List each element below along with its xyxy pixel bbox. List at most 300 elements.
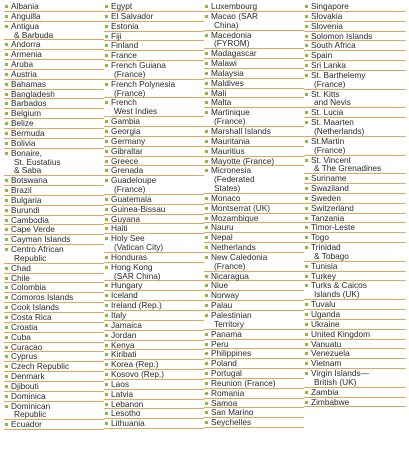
country-name: Belgium [11, 108, 41, 119]
bullet-icon [205, 275, 208, 278]
country-name-continuation: (France) [314, 78, 346, 89]
country-name: Aruba [11, 59, 34, 70]
bullet-icon [5, 423, 8, 426]
bullet-icon [105, 101, 108, 104]
bullet-icon [5, 5, 8, 8]
country-name: Guyana [111, 213, 141, 224]
bullet-icon [5, 43, 8, 46]
bullet-icon [205, 294, 208, 297]
bullet-icon [205, 169, 208, 172]
bullet-icon [205, 314, 208, 317]
bullet-icon [105, 412, 108, 415]
bullet-icon [5, 83, 8, 86]
country-list-item [4, 245, 104, 264]
bullet-icon [105, 198, 108, 201]
bullet-icon [205, 226, 208, 229]
bullet-icon [5, 355, 8, 358]
bullet-icon [205, 411, 208, 414]
bullet-icon [205, 150, 208, 153]
country-name: United Kingdom [311, 328, 371, 339]
country-name: Cook Islands [11, 302, 59, 313]
country-name: Turkey [311, 270, 337, 281]
country-column-3 [204, 2, 304, 428]
country-name-continuation: (France) [314, 144, 346, 155]
country-name: Chad [11, 262, 31, 273]
country-name: Marshall Islands [211, 125, 271, 136]
bullet-icon [205, 207, 208, 210]
bullet-icon [5, 209, 8, 212]
country-name: Denmark [11, 371, 45, 382]
bullet-icon [205, 92, 208, 95]
country-name: Dominican [11, 400, 51, 411]
country-column-4 [304, 2, 406, 407]
bullet-icon [305, 140, 308, 143]
country-list-item [204, 166, 304, 194]
country-name: Bolivia [11, 137, 36, 148]
country-list [4, 2, 408, 460]
country-name: Georgia [111, 125, 141, 136]
bullet-icon [205, 34, 208, 37]
bullet-icon [5, 365, 8, 368]
bullet-icon [305, 352, 308, 355]
country-name: Antigua [11, 20, 40, 31]
country-name: Mayotte (France) [211, 155, 275, 166]
bullet-icon [205, 392, 208, 395]
country-name: Cape Verde [11, 224, 55, 235]
bullet-icon [5, 385, 8, 388]
bullet-icon [305, 74, 308, 77]
country-name: Tuvalu [311, 299, 336, 310]
country-list-item [104, 234, 204, 253]
country-name: Jamaica [111, 319, 142, 330]
bullet-icon [205, 82, 208, 85]
country-name: Costa Rica [11, 312, 52, 322]
country-name: Malawi [211, 58, 237, 69]
country-name-continuation: (France) [114, 68, 146, 79]
country-name: St. Barthelemy [311, 69, 366, 80]
country-name: Palau [211, 300, 233, 311]
country-name: Zambia [311, 386, 339, 397]
bullet-icon [5, 395, 8, 398]
country-name: Kiribati [111, 349, 137, 360]
bullet-icon [305, 187, 308, 190]
country-name: Zimbabwe [311, 396, 350, 407]
country-name: Ireland (Rep.) [111, 300, 162, 311]
country-list-item [4, 149, 104, 177]
country-list-item [104, 80, 204, 99]
bullet-icon [305, 313, 308, 316]
bullet-icon [5, 219, 8, 222]
bullet-icon [5, 73, 8, 76]
country-list-item [304, 398, 406, 408]
country-name-continuation: (FYROM) [214, 38, 250, 49]
country-name: Hungary [111, 280, 143, 291]
bullet-icon [205, 62, 208, 65]
bullet-icon [105, 35, 108, 38]
bullet-icon [5, 189, 8, 192]
bullet-icon [5, 375, 8, 378]
country-name: Sweden [311, 192, 341, 203]
country-name: Botswana [11, 175, 48, 186]
bullet-icon [305, 25, 308, 28]
country-name: Mozambique [211, 212, 259, 223]
country-name: Latvia [111, 388, 134, 399]
country-name: Djibouti [11, 380, 39, 391]
bullet-icon [205, 333, 208, 336]
country-name: Malaysia [211, 67, 244, 78]
country-name: Macedonia [211, 29, 252, 40]
country-name-continuation: (SAR China) [114, 270, 161, 281]
bullet-icon [305, 35, 308, 38]
country-name: Vanuatu [311, 338, 342, 349]
country-name: Slovakia [311, 10, 343, 21]
bullet-icon [105, 227, 108, 230]
country-name: St. Vincent [311, 154, 351, 165]
bullet-icon [305, 343, 308, 346]
bullet-icon [105, 393, 108, 396]
bullet-icon [105, 25, 108, 28]
country-name: Brazil [11, 185, 32, 196]
country-name: Reunion (France) [211, 377, 276, 388]
bullet-icon [305, 197, 308, 200]
country-name: St.Martin [311, 135, 345, 146]
bullet-icon [305, 5, 308, 8]
bullet-icon [305, 54, 308, 57]
bullet-icon [205, 130, 208, 133]
country-name-continuation: (France) [114, 184, 146, 195]
country-name: Cyprus [11, 351, 38, 362]
country-name: Samoa [211, 397, 238, 408]
bullet-icon [105, 15, 108, 18]
bullet-icon [5, 132, 8, 135]
country-name: Bermuda [11, 127, 45, 138]
bullet-icon [5, 228, 8, 231]
country-name: Barbados [11, 98, 47, 109]
country-name: Centro African [11, 244, 64, 255]
bullet-icon [305, 333, 308, 336]
country-name: Italy [111, 310, 127, 320]
bullet-icon [105, 266, 108, 269]
country-name: Honduras [111, 251, 147, 262]
country-name-continuation: (France) [214, 116, 246, 127]
country-list-item [304, 90, 406, 109]
country-name: Trinidad [311, 242, 341, 253]
country-list-item [204, 108, 304, 127]
country-name: Holy See [111, 233, 145, 244]
country-name: Korea (Rep.) [111, 359, 159, 370]
bullet-icon [105, 83, 108, 86]
country-name: Niue [211, 280, 229, 291]
country-name: Malta [211, 97, 232, 108]
country-list-item [4, 22, 104, 41]
bullet-icon [105, 237, 108, 240]
country-name: Vietnam [311, 358, 342, 369]
country-name: Comoros Islands [11, 292, 74, 303]
country-list-item [204, 311, 304, 330]
bullet-icon [305, 44, 308, 47]
country-name: Curacao [11, 341, 43, 352]
country-list-item [304, 369, 406, 388]
bullet-icon [5, 25, 8, 28]
bullet-icon [205, 421, 208, 424]
country-name: Gambia [111, 116, 141, 127]
bullet-icon [5, 277, 8, 280]
country-name: Guatemala [111, 193, 152, 204]
country-name-continuation: (France) [114, 87, 146, 98]
country-name: South Africa [311, 40, 356, 51]
country-name: Fiji [111, 30, 122, 41]
bullet-icon [205, 236, 208, 239]
bullet-icon [305, 159, 308, 162]
country-name: Romania [211, 387, 245, 398]
country-name-continuation: & The Grenadines [314, 163, 382, 174]
country-list-item [304, 243, 406, 262]
country-name: French [111, 97, 137, 108]
bullet-icon [105, 363, 108, 366]
bullet-icon [105, 403, 108, 406]
country-name: Mauritania [211, 135, 250, 146]
bullet-icon [5, 15, 8, 18]
country-list-item [104, 419, 204, 429]
country-name: Greece [111, 155, 139, 166]
country-name: Kenya [111, 339, 135, 350]
country-name-continuation: (Netherlands) [314, 125, 365, 136]
bullet-icon [205, 5, 208, 8]
country-name: Ukraine [311, 318, 340, 329]
country-name: Spain [311, 50, 333, 61]
country-name: Croatia [11, 321, 38, 332]
bullet-icon [105, 334, 108, 337]
bullet-icon [5, 306, 8, 309]
bullet-icon [205, 256, 208, 259]
bullet-icon [5, 336, 8, 339]
bullet-icon [105, 54, 108, 57]
country-list-item [104, 263, 204, 282]
country-name-continuation: & Barbuda [14, 29, 54, 40]
bullet-icon [305, 207, 308, 210]
bullet-icon [305, 15, 308, 18]
country-name-continuation: Territory [214, 318, 244, 329]
bullet-icon [5, 248, 8, 251]
country-name-continuation: Republic [14, 409, 47, 420]
bullet-icon [305, 275, 308, 278]
country-name: Cuba [11, 331, 31, 342]
bullet-icon [105, 344, 108, 347]
country-name-continuation: States) [214, 183, 241, 194]
bullet-icon [205, 352, 208, 355]
country-name: Turks & Caicos [311, 280, 367, 291]
bullet-icon [305, 111, 308, 114]
country-name: Dominica [11, 390, 46, 401]
country-name: Slovenia [311, 20, 343, 31]
country-name: Albania [11, 1, 39, 11]
country-name: Czech Republic [11, 361, 70, 372]
bullet-icon [5, 179, 8, 182]
country-name: Guadeloupe [111, 175, 157, 186]
country-name: Macao (SAR [211, 10, 259, 21]
bullet-icon [105, 383, 108, 386]
bullet-icon [205, 362, 208, 365]
country-name: Cambodia [11, 214, 49, 225]
country-name: Micronesia [211, 165, 252, 176]
country-name: Finland [111, 40, 139, 51]
bullet-icon [5, 53, 8, 56]
bullet-icon [305, 177, 308, 180]
country-name: Norway [211, 290, 240, 301]
country-name: Lesotho [111, 408, 141, 419]
country-list-item [204, 31, 304, 50]
country-name-continuation: and Nevis [314, 97, 351, 108]
country-name: Switzerland [311, 202, 354, 213]
bullet-icon [305, 362, 308, 365]
country-name: Cayman Islands [11, 234, 71, 245]
country-list-item [104, 98, 204, 117]
country-name: Bahamas [11, 78, 47, 89]
bullet-icon [205, 52, 208, 55]
bullet-icon [105, 284, 108, 287]
country-name-continuation: St. Eustatius [14, 156, 61, 167]
country-name: Lithuania [111, 418, 145, 429]
bullet-icon [105, 130, 108, 133]
country-name: New Caledonia [211, 251, 268, 262]
bullet-icon [205, 217, 208, 220]
country-list-item [4, 420, 104, 430]
country-name: Tunisia [311, 260, 338, 271]
country-name-continuation: China) [214, 19, 239, 30]
country-name: Iceland [111, 290, 138, 301]
bullet-icon [305, 93, 308, 96]
bullet-icon [305, 284, 308, 287]
country-list-item [304, 156, 406, 175]
country-list-item [304, 137, 406, 156]
country-name: Mali [211, 87, 227, 98]
country-name: St. Lucia [311, 107, 344, 118]
country-name: Montserrat (UK) [211, 202, 271, 213]
country-name: Poland [211, 358, 237, 369]
bullet-icon [5, 296, 8, 299]
country-name: Hong Kong [111, 261, 153, 272]
country-name: Estonia [111, 20, 139, 31]
country-name: Solomon Islands [311, 30, 373, 41]
country-name: French Polynesia [111, 78, 176, 89]
country-name: Egypt [111, 1, 133, 11]
bullet-icon [5, 102, 8, 105]
country-name-continuation: British (UK) [314, 376, 357, 387]
bullet-icon [5, 267, 8, 270]
country-name: Palestinian [211, 310, 252, 320]
country-list-item [204, 418, 304, 428]
country-name: Armenia [11, 49, 42, 60]
bullet-icon [5, 152, 8, 155]
country-name: Lebanon [111, 398, 144, 409]
country-name: Burundi [11, 204, 40, 215]
bullet-icon [5, 316, 8, 319]
country-name: Guinea-Bissau [111, 203, 166, 214]
bullet-icon [305, 391, 308, 394]
country-name: Colombia [11, 282, 47, 293]
country-name: Austria [11, 68, 37, 79]
country-list-item [304, 118, 406, 137]
country-name-continuation: (France) [214, 260, 246, 271]
country-name: Monaco [211, 192, 241, 203]
bullet-icon [105, 140, 108, 143]
bullet-icon [5, 122, 8, 125]
bullet-icon [305, 64, 308, 67]
country-name: Portugal [211, 368, 242, 379]
bullet-icon [305, 226, 308, 229]
bullet-icon [205, 140, 208, 143]
bullet-icon [205, 111, 208, 114]
bullet-icon [105, 304, 108, 307]
country-name: St. Maarten [311, 117, 354, 128]
bullet-icon [105, 218, 108, 221]
bullet-icon [5, 286, 8, 289]
country-name: Andorra [11, 39, 41, 50]
bullet-icon [105, 314, 108, 317]
country-name: Netherlands [211, 242, 256, 253]
bullet-icon [305, 265, 308, 268]
country-name: Tanzania [311, 212, 345, 223]
country-name-continuation: (Vatican City) [114, 242, 164, 253]
bullet-icon [105, 169, 108, 172]
bullet-icon [105, 422, 108, 425]
country-name-continuation: (Federated [214, 174, 255, 185]
bullet-icon [305, 372, 308, 375]
bullet-icon [105, 208, 108, 211]
bullet-icon [305, 246, 308, 249]
bullet-icon [305, 323, 308, 326]
bullet-icon [205, 284, 208, 287]
country-name: Uganda [311, 309, 341, 319]
bullet-icon [205, 15, 208, 18]
country-column-1 [4, 2, 104, 430]
bullet-icon [5, 142, 8, 145]
country-name-continuation: & Saba [14, 165, 42, 176]
country-name: Togo [311, 232, 329, 243]
country-name: Philippines [211, 348, 252, 359]
country-name: Timor-Leste [311, 222, 355, 233]
country-name: Haiti [111, 223, 128, 234]
bullet-icon [305, 401, 308, 404]
bullet-icon [105, 294, 108, 297]
country-name: Bonaire, [11, 147, 42, 158]
country-name-continuation: Republic [14, 252, 47, 263]
bullet-icon [205, 160, 208, 163]
country-name: Kosovo (Rep.) [111, 369, 165, 380]
bullet-icon [5, 112, 8, 115]
country-name: San Marino [211, 407, 254, 418]
bullet-icon [205, 343, 208, 346]
country-name: Madagascar [211, 48, 257, 59]
country-name: Ecuador [11, 419, 42, 430]
bullet-icon [105, 64, 108, 67]
country-name: Laos [111, 378, 129, 389]
country-name: Grenada [111, 165, 144, 176]
country-name: Suriname [311, 173, 347, 184]
bullet-icon [105, 160, 108, 163]
bullet-icon [5, 346, 8, 349]
country-list-item [204, 12, 304, 31]
country-name: Nauru [211, 222, 234, 233]
bullet-icon [5, 93, 8, 96]
country-name: Martinique [211, 107, 250, 118]
country-name-continuation: & Tobago [314, 250, 349, 261]
bullet-icon [205, 197, 208, 200]
country-name: El Salvador [111, 10, 154, 21]
bullet-icon [205, 402, 208, 405]
country-name: Jordan [111, 329, 137, 340]
country-name: Nepal [211, 232, 233, 243]
